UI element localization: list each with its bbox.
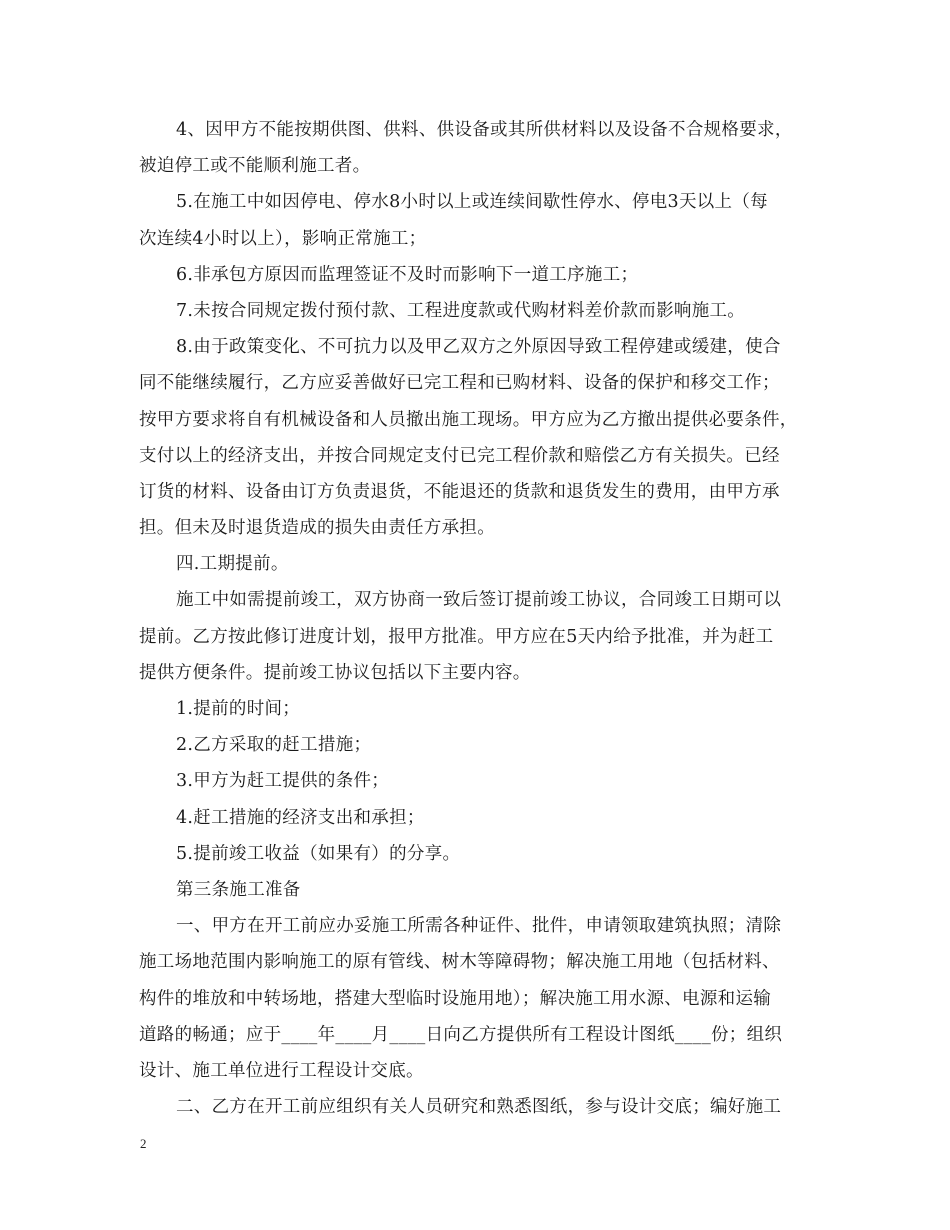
document-body [139,112,819,1125]
article-heading: 第三条施工准备 [176,879,301,900]
text-line: 4、因甲方不能按期供图、供料、供设备或其所供材料以及设备不合规格要求， [176,120,793,140]
section-heading: 四.工期提前。 [176,554,289,575]
list-item: 1.提前的时间； [176,699,301,719]
text-line: 构件的堆放和中转场地，搭建大型临时设施用地）；解决施工用水源、电源和运输 [139,988,772,1009]
text-line: 支付以上的经济支出，并按合同规定支付已完工程价款和赔偿乙方有关损失。已经 [139,445,780,466]
text-line: 一、甲方在开工前应办妥施工所需各种证件、批件，申请领取建筑执照；清除 [176,916,782,937]
text-line: 施工中如需提前竣工，双方协商一致后签订提前竣工协议，合同竣工日期可以 [176,590,782,611]
text-line: 6.非承包方原因而监理签证不及时而影响下一道工序施工； [176,264,639,285]
text-line: 被迫停工或不能顺利施工者。 [139,156,371,177]
list-item: 5.提前竣工收益（如果有）的分享。 [176,843,461,864]
list-item: 2.乙方采取的赶工措施； [176,735,372,756]
text-line: 8.由于政策变化、不可抗力以及甲乙双方之外原因导致工程停建或缓建，使合 [176,337,781,358]
text-line: 道路的畅通；应于____年____月____日向乙方提供所有工程设计图纸____份；组织 [139,1024,783,1045]
text-line: 7.未按合同规定拨付预付款、工程进度款或代购材料差价款而影响施工。 [176,300,746,321]
text-line: 二、乙方在开工前应组织有关人员研究和熟悉图纸，参与设计交底；编好施工 [176,1097,782,1118]
text-line: 5.在施工中如因停电、停水8小时以上或连续间歇性停水、停电3天以上（每 [176,192,768,213]
text-line: 次连续4小时以上），影响正常施工； [139,228,427,249]
text-line: 订货的材料、设备由订方负责退货，不能退还的货款和退货发生的费用，由甲方承 [139,481,780,502]
text-line: 提前。乙方按此修订进度计划，报甲方批准。甲方应在5天内给予批准，并为赶工 [139,626,774,647]
page-number: 2 [140,1136,147,1151]
text-line: 担。但未及时退货造成的损失由责任方承担。 [139,518,495,539]
list-item: 4.赶工措施的经济支出和承担； [176,807,425,828]
list-item: 3.甲方为赶工提供的条件； [176,771,390,792]
text-line: 施工场地范围内影响施工的原有管线、树木等障碍物；解决施工用地（包括材料、 [139,952,780,973]
text-line: 提供方便条件。提前竣工协议包括以下主要内容。 [139,662,531,683]
text-line: 同不能继续履行，乙方应妥善做好已完工程和已购材料、设备的保护和移交工作； [139,373,780,394]
text-line: 设计、施工单位进行工程设计交底。 [139,1060,424,1081]
text-line: 按甲方要求将自有机械设备和人员撤出施工现场。甲方应为乙方撤出提供必要条件， [139,409,798,430]
